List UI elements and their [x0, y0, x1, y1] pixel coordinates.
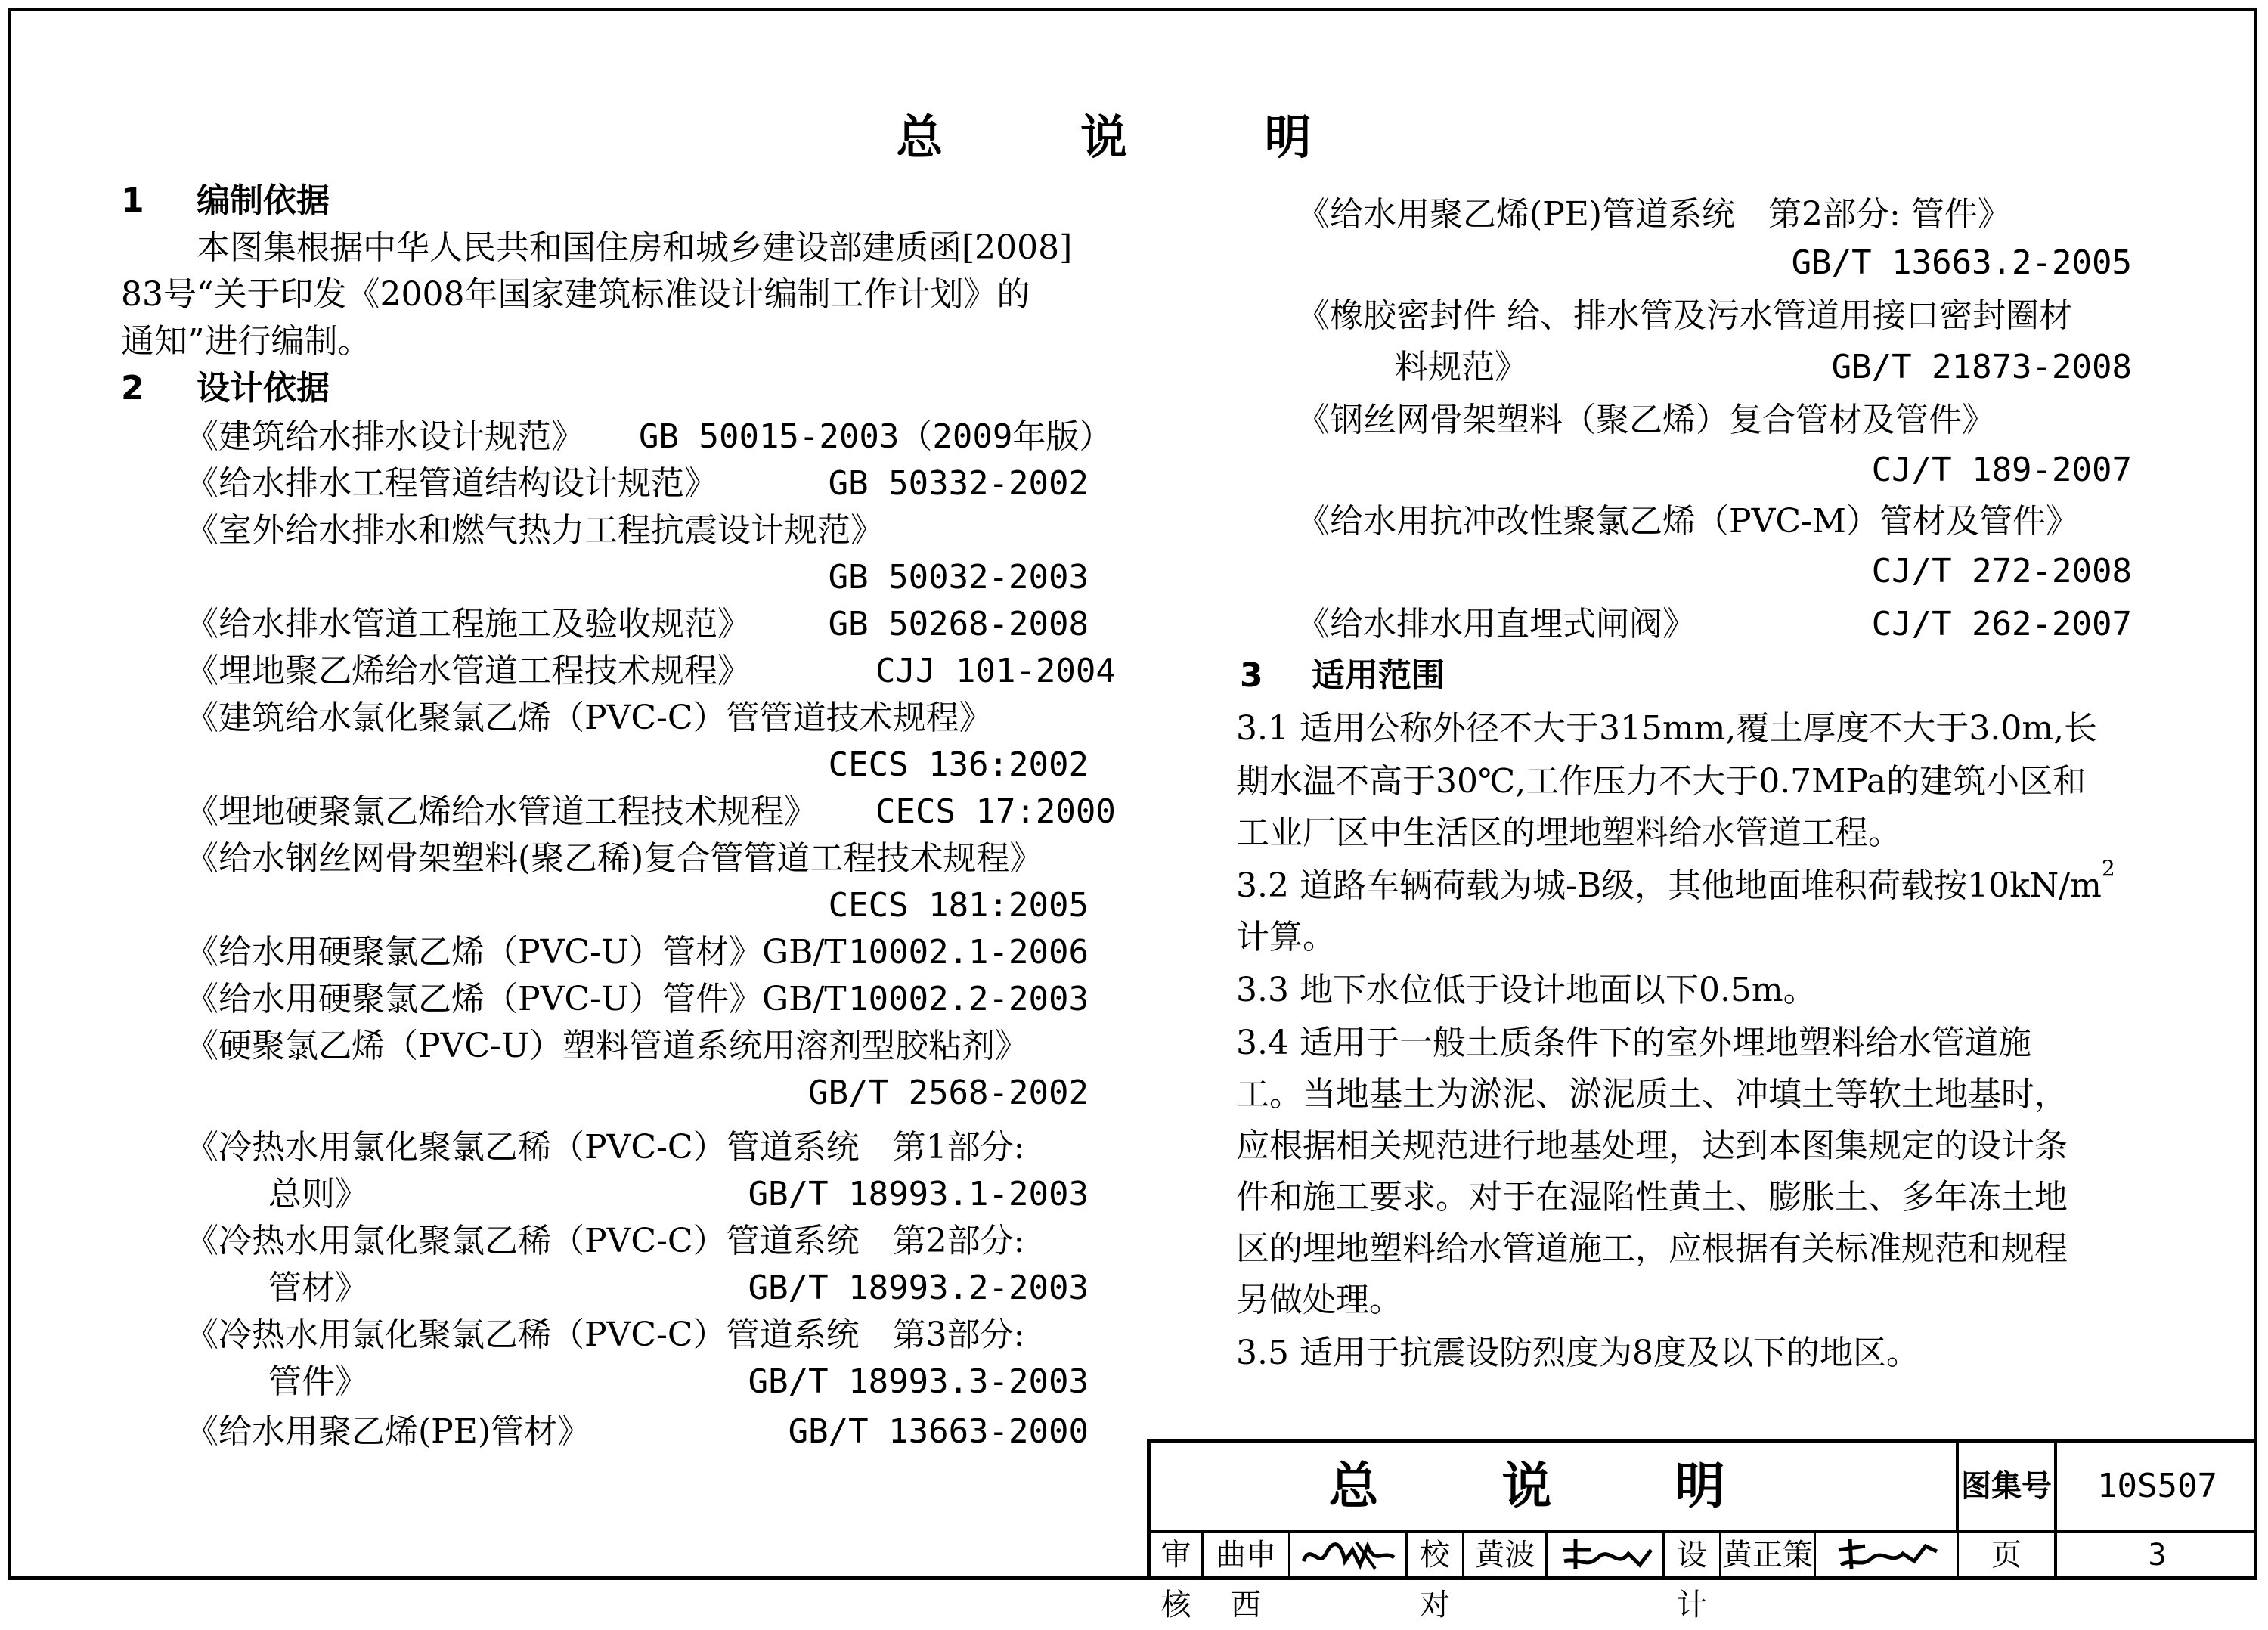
reference-code: GB/T 21873-2008 — [1831, 348, 2132, 386]
signature-mark — [1557, 1535, 1655, 1576]
superscript-2: 2 — [2101, 856, 2115, 881]
reference-name: 《给水用聚乙烯(PE)管道系统 第2部分: 管件》 — [1297, 195, 2011, 234]
reference-code: GB/T 2568-2002 — [808, 1074, 1089, 1112]
reference-name: 《埋地聚乙烯给水管道工程技术规程》 — [185, 652, 751, 690]
reference-code: CJ/T 262-2007 — [1871, 605, 2132, 643]
reviewer-name: 曲申西 — [1204, 1530, 1290, 1580]
atlas-number: 10S507 — [2097, 1467, 2217, 1505]
reference-name: 《埋地硬聚氯乙烯给水管道工程技术规程》 — [185, 792, 817, 831]
paragraph-3-4-line-6: 另做处理。 — [1236, 1281, 1402, 1319]
section-2-heading: 设计依据 — [197, 369, 330, 408]
review-label: 审核 — [1151, 1530, 1204, 1580]
reference-name: 《冷热水用氯化聚氯乙稀（PVC-C）管道系统 第2部分: — [185, 1222, 1025, 1260]
reference-name: 《冷热水用氯化聚氯乙稀（PVC-C）管道系统 第3部分: — [185, 1315, 1025, 1354]
page-label: 页 — [1959, 1530, 2057, 1580]
reference-code: 10002.2-2003 — [848, 980, 1089, 1018]
checker-name: 黄波 — [1464, 1530, 1548, 1580]
paragraph-3-5: 3.5 适用于抗震设防烈度为8度及以下的地区。 — [1236, 1334, 1919, 1372]
reference-subtitle: 管材》 — [268, 1269, 368, 1307]
checker-signature — [1548, 1530, 1665, 1580]
paragraph-3-4-line-2: 工。当地基土为淤泥、淤泥质土、冲填土等软土地基时， — [1236, 1075, 2068, 1114]
reference-code: CJ/T 189-2007 — [1871, 451, 2132, 489]
paragraph-3-2-line-1 — [1236, 856, 2115, 907]
reference-name: 《给水用硬聚氯乙烯（PVC-U）管材》GB/T — [185, 933, 847, 971]
paragraph-3-2-line-2: 计算。 — [1236, 918, 1336, 956]
title-block-title: 总 说 明 — [1151, 1443, 1959, 1530]
reference-name: 《给水用抗冲改性聚氯乙烯（PVC-M）管材及管件》 — [1297, 502, 2079, 541]
reference-code: CJJ 101-2004 — [875, 652, 1116, 690]
reference-code: GB/T 18993.1-2003 — [748, 1175, 1089, 1213]
section-1-paragraph-line-1: 本图集根据中华人民共和国住房和城乡建设部建质函[2008] — [197, 228, 1073, 267]
reference-name: 《给水用聚乙烯(PE)管材》 — [185, 1412, 591, 1451]
design-label: 设计 — [1665, 1530, 1721, 1580]
section-2-number: 2 — [121, 369, 144, 408]
signature-mark — [1835, 1535, 1941, 1576]
page-number: 3 — [2148, 1538, 2167, 1573]
check-label: 校对 — [1408, 1530, 1464, 1580]
paragraph-3-1-line-3: 工业厂区中生活区的埋地塑料给水管道工程。 — [1236, 813, 1901, 852]
title-block-row-1 — [1151, 1443, 2257, 1533]
reference-code: CECS 136:2002 — [828, 745, 1089, 784]
reference-code: GB 50332-2002 — [828, 464, 1089, 503]
reference-name: 《硬聚氯乙烯（PVC-U）塑料管道系统用溶剂型胶粘剂》 — [185, 1027, 1028, 1065]
section-1-paragraph-line-3: 通知”进行编制。 — [121, 322, 371, 361]
reference-code: GB/T 18993.2-2003 — [748, 1269, 1089, 1307]
reference-code: GB 50268-2008 — [828, 605, 1089, 643]
reference-name: 《橡胶密封件 给、排水管及污水管道用接口密封圈材 — [1297, 296, 2072, 335]
reference-name: 《给水排水用直埋式闸阀》 — [1297, 605, 1696, 643]
title-block-row-2 — [1151, 1530, 2257, 1622]
reviewer-signature — [1290, 1530, 1408, 1580]
reference-code: GB/T 13663-2000 — [788, 1412, 1089, 1451]
reference-code: GB/T 18993.3-2003 — [748, 1362, 1089, 1401]
paragraph-3-4-line-3: 应根据相关规范进行地基处理，达到本图集规定的设计条 — [1236, 1126, 2068, 1165]
reference-name: 《建筑给水排水设计规范》 — [185, 417, 584, 456]
reference-code: 10002.1-2006 — [848, 933, 1089, 971]
paragraph-3-4-line-5: 区的埋地塑料给水管道施工，应根据有关标准规范和规程 — [1236, 1229, 2068, 1268]
reference-name: 《给水排水工程管道结构设计规范》 — [185, 464, 717, 503]
reference-code: GB 50015-2003（2009年版） — [639, 417, 1113, 456]
reference-code: GB 50032-2003 — [828, 558, 1089, 597]
reference-code: CECS 181:2005 — [828, 886, 1089, 925]
paragraph-3-2-text: 3.2 道路车辆荷载为城-B级，其他地面堆积荷载按10kN/m — [1236, 866, 2102, 905]
reference-code: CECS 17:2000 — [875, 792, 1116, 831]
paragraph-3-4-line-1: 3.4 适用于一般土质条件下的室外埋地塑料给水管道施 — [1236, 1024, 2031, 1062]
paragraph-3-1-line-1: 3.1 适用公称外径不大于315mm,覆土厚度不大于3.0m,长 — [1236, 709, 2098, 748]
signature-mark — [1300, 1535, 1398, 1576]
section-3-number: 3 — [1240, 656, 1263, 695]
paragraph-3-1-line-2: 期水温不高于30℃,工作压力不大于0.7MPa的建筑小区和 — [1236, 762, 2087, 801]
section-1-heading: 编制依据 — [197, 181, 330, 220]
reference-name: 《室外给水排水和燃气热力工程抗震设计规范》 — [185, 511, 884, 550]
designer-name: 黄正策 — [1721, 1530, 1816, 1580]
reference-code: CJ/T 272-2008 — [1871, 552, 2132, 590]
reference-name: 《给水排水管道工程施工及验收规范》 — [185, 605, 751, 643]
section-3-heading: 适用范围 — [1312, 656, 1445, 695]
section-1-number: 1 — [121, 181, 144, 220]
section-1-paragraph-line-2: 83号“关于印发《2008年国家建筑标准设计编制工作计划》的 — [121, 275, 1030, 314]
reference-name: 《钢丝网骨架塑料（聚乙烯）复合管材及管件》 — [1297, 401, 1995, 439]
designer-signature — [1816, 1530, 1959, 1580]
reference-name: 《冷热水用氯化聚氯乙稀（PVC-C）管道系统 第1部分: — [185, 1128, 1025, 1167]
paragraph-3-4-line-4: 件和施工要求。对于在湿陷性黄土、膨胀土、多年冻土地 — [1236, 1178, 2068, 1216]
reference-name: 《建筑给水氯化聚氯乙烯（PVC-C）管管道技术规程》 — [185, 699, 993, 737]
reference-subtitle: 管件》 — [268, 1362, 368, 1401]
reference-name: 《给水用硬聚氯乙烯（PVC-U）管件》GB/T — [185, 980, 847, 1018]
reference-subtitle: 总则》 — [268, 1175, 368, 1213]
reference-name: 《给水钢丝网骨架塑料(聚乙稀)复合管管道工程技术规程》 — [185, 839, 1043, 878]
title-block — [1147, 1439, 2257, 1622]
paragraph-3-3: 3.3 地下水位低于设计地面以下0.5m。 — [1236, 971, 1817, 1009]
atlas-number-label: 图集号 — [1959, 1443, 2057, 1530]
reference-code: GB/T 13663.2-2005 — [1791, 243, 2132, 282]
page-title: 总 说 明 — [896, 110, 1372, 165]
reference-subtitle: 料规范》 — [1395, 348, 1528, 386]
